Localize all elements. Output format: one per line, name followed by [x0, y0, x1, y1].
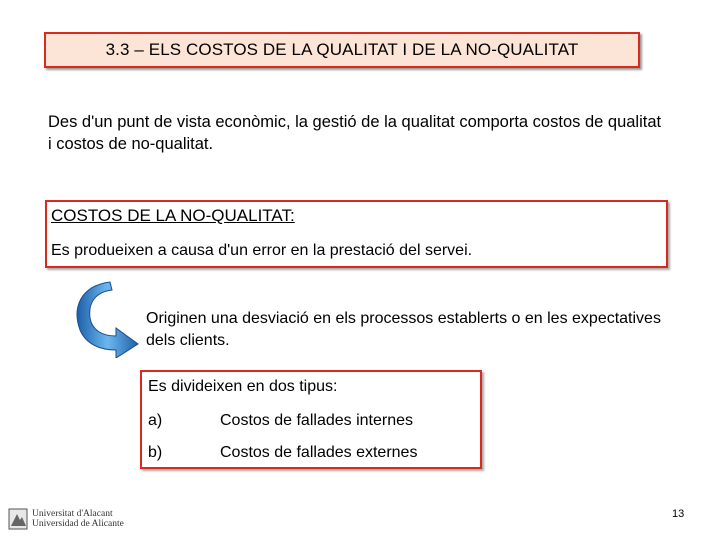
type-item-marker: a) [148, 412, 163, 429]
type-item-label: Costos de fallades internes [220, 412, 413, 429]
university-logo [8, 508, 124, 530]
slide-title-box [44, 32, 640, 68]
curved-arrow-icon [70, 278, 140, 358]
page-number: 13 [672, 508, 685, 520]
no-quality-heading: COSTOS DE LA NO-QUALITAT: [51, 206, 295, 225]
university-name-es: Universidad de Alicante [32, 519, 124, 529]
types-box [140, 370, 482, 469]
no-quality-description: Es produeixen a causa d'un error en la prestació del servei. [51, 242, 473, 259]
type-item-marker: b) [148, 444, 163, 461]
university-crest-icon [8, 508, 28, 530]
slide-title: 3.3 – ELS COSTOS DE LA QUALITAT I DE LA NO-QUALITAT [105, 40, 579, 59]
no-quality-box [45, 200, 668, 268]
type-item-internal [148, 412, 413, 430]
type-item-label: Costos de fallades externes [220, 444, 418, 461]
intro-paragraph: Des d'un punt de vista econòmic, la gestió de la qualitat comporta costos de qualitat i costos de no-qualitat. [48, 113, 662, 153]
types-lead: Es divideixen en dos tipus: [148, 378, 338, 395]
type-item-external [148, 444, 417, 462]
deviation-text: Originen una desviació en els processos establerts o en les expectatives dels clients. [146, 310, 661, 349]
university-name-ca: Universitat d'Alacant [32, 509, 113, 519]
